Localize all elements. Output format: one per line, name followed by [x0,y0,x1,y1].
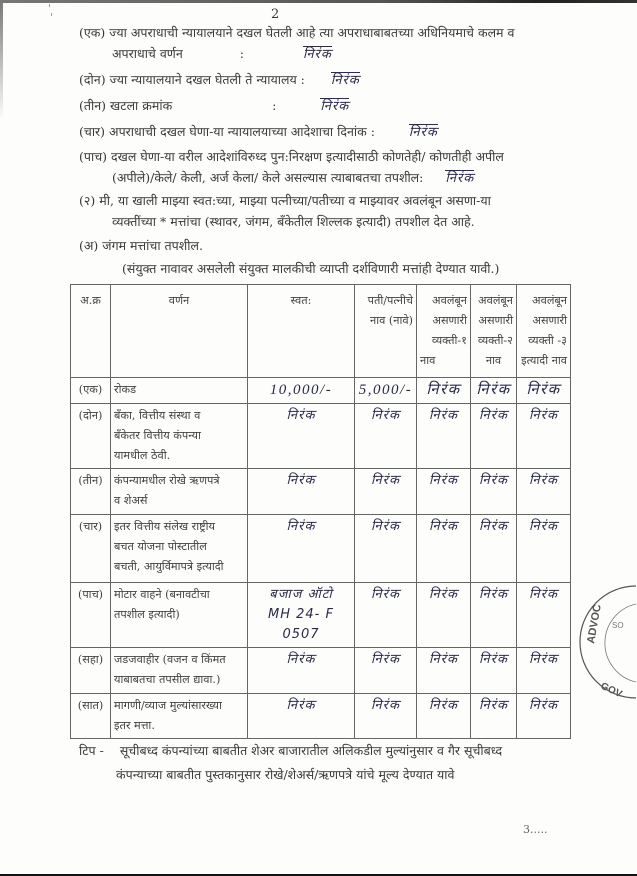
handwritten-value: निरंक [529,473,558,488]
spouse-value [355,694,417,739]
handwritten-value: निरंक [320,99,350,114]
description-line: इतर वित्तीय संलेख राष्ट्रीय [114,520,216,533]
spouse-value [355,469,417,515]
row-number [71,694,111,739]
description-line: बचती, आयुर्विमापत्रे इत्यादी [114,560,224,573]
description-line: बचत योजना पोस्टातील [114,540,207,553]
table-row [71,404,571,469]
table-row [71,469,571,515]
row-description [111,694,248,739]
handwritten-value: निरंक [479,587,508,602]
handwritten-value: निरंक [529,408,558,423]
footnote-line1 [79,743,502,759]
item-text: अपराधाची दखल घेणा-या न्यायालयाच्या आदेशाचा दिनांक : [109,124,375,139]
cell-text: (पाच) [77,588,104,601]
stamp-inner-ring [605,604,636,682]
stamp-text-mid: SO [612,621,624,630]
handwritten-value: निरंक [529,519,558,534]
handwritten-value: निरंक [429,473,458,488]
header-line: नाव [420,354,436,367]
item-1-line1 [79,25,514,41]
stamp-text-top: ADVOC [585,603,604,645]
cell-text: (एक) [78,383,103,396]
handwritten-value: निरंक [408,125,438,140]
item-label: (दोन) [79,72,106,87]
row-number [71,469,111,515]
header-line: नाव (नावे) [370,314,413,327]
footnote-text: सूचीबध्द कंपन्यांच्या बाबतीत शेअर बाजारातील अलिकडील मुल्यांनुसार व गैर सूचीबध्द [119,743,503,758]
description-line: कंपन्यामधील रोखे ऋणपत्रे [114,474,220,487]
header-self: स्वत: [248,285,355,378]
dependent-2-value [471,694,517,739]
row-number [71,583,111,648]
subsection-a-title [79,238,203,254]
handwritten-value: निरंक [529,698,558,713]
row-number [71,404,111,469]
handwritten-value: निरंक [429,652,458,667]
handwritten-value: निरंक [302,47,332,62]
header-description: वर्णन [111,285,248,378]
handwritten-value: निरंक [529,652,558,667]
cell-text: (दोन) [78,409,103,422]
dependent-2-value [471,583,517,648]
spouse-value [355,583,417,648]
dependent-3-value [517,648,571,694]
item-sep: : [272,98,277,113]
subsection-label: (अ) [79,238,99,253]
handwritten-value: बजाज ऑटो [269,587,333,602]
self-value [248,469,355,515]
handwritten-value: निरंक [371,473,400,488]
description-line: इतर मत्ता. [114,719,155,732]
handwritten-value: निरंक [371,408,400,423]
self-value [248,378,355,404]
scan-left-edge [0,0,3,120]
description-line: बँकेतर वित्तीय कंपन्या [114,429,201,442]
table-header-row [71,285,571,378]
cell-text: (चार) [78,520,103,533]
handwritten-value: निरंक [429,587,458,602]
item-text: खटला क्रमांक [110,98,173,113]
handwritten-value: निरंक [371,652,400,667]
handwritten-value: निरंक [286,519,316,534]
self-value [248,515,355,583]
handwritten-value: निरंक [429,698,458,713]
dependent-3-value [517,515,571,583]
header-spouse [355,285,417,378]
scan-top-edge [0,0,637,3]
header-line: असणारी [532,314,567,327]
header-line: अवलंबून [432,294,467,307]
item-label: (तीन) [79,98,107,113]
header-dependent-1 [417,285,471,378]
handwritten-value: निरंक [286,652,316,667]
item-sep: : [239,46,244,61]
dependent-1-value [417,648,471,694]
dependent-1-value [417,694,471,739]
self-value [248,694,355,739]
continued-marker: 3..... [523,823,548,836]
footnote-label: टिप - [79,743,104,758]
handwritten-value: निरंक [479,473,508,488]
dependent-1-value [417,515,471,583]
spouse-value [355,515,417,583]
advocate-stamp [578,582,637,702]
table-row [71,583,571,648]
dependent-1-value [417,404,471,469]
item-2 [79,72,360,89]
row-description [111,378,248,404]
section-2-line2: व्यक्तींच्या * मत्तांचा (स्थावर, जंगम, बँकेतील शिल्लक इत्यादी) तपशील देत आहे. [112,214,475,229]
table-row [71,694,571,739]
page-number: 2 [271,7,280,22]
table-row [71,648,571,694]
scan-specks [48,4,54,20]
spouse-value [355,648,417,694]
dependent-2-value [471,378,517,404]
item-text: दखल घेणा-या वरील आदेशांविरुध्द पुन:निरक्षण इत्यादीसाठी कोणतेही/ कोणतीही अपील [111,149,504,164]
item-label: (चार) [79,124,106,139]
self-value [248,404,355,469]
description-line: मोटार वाहने (बनावटीचा [114,588,210,601]
row-description [111,583,248,648]
handwritten-value: निरंक [426,382,461,398]
row-description [111,515,248,583]
header-line: व्यक्ती-१ [431,334,467,347]
description-line: तपशील इत्यादी) [114,608,180,621]
item-4 [79,124,438,141]
header-line: इत्यादी नाव [521,354,567,367]
item-5-line1 [79,149,504,165]
header-line: अवलंबून [532,294,567,307]
handwritten-value: MH 24- F 0507 [268,607,334,642]
row-number [71,648,111,694]
dependent-1-value [417,583,471,648]
handwritten-value: निरंक [479,698,508,713]
row-number [71,515,111,583]
header-line: असणारी [432,314,467,327]
header-line: अवलंबून [478,294,513,307]
header-dependent-3 [517,285,571,378]
dependent-2-value [471,404,517,469]
spouse-value [355,404,417,469]
item-5-line2 [112,170,474,187]
item-label: (एक) [79,25,106,40]
handwritten-value: निरंक [479,408,508,423]
handwritten-value: निरंक [526,382,561,398]
subsection-a-note: (संयुक्त नावावर असलेली संयुक्त मालकीची व्याप्ती दर्शविणारी मत्तांही देण्यात यावी.) [122,261,500,276]
self-value [248,583,355,648]
handwritten-value: निरंक [286,698,316,713]
dependent-1-value [417,378,471,404]
dependent-3-value [517,583,571,648]
item-text: ज्या न्यायालयाने दखल घेतली ते न्यायालय : [109,72,305,87]
item-text: ज्या अपराधाची न्यायालयाने दखल घेतली आहे त्या अपराधाबाबतच्या अधिनियमाचे कलम व [109,25,515,40]
row-description [111,648,248,694]
table-row [71,515,571,583]
cell-text: (तीन) [78,474,103,487]
cell-text: (सात) [77,699,104,712]
row-number [71,378,111,404]
cell-text: (सहा) [77,653,104,666]
header-line: असणारी [478,314,513,327]
dependent-2-value [471,515,517,583]
dependent-3-value [517,694,571,739]
description-line: याबाबतचा तपसील द्यावा.) [114,673,221,686]
handwritten-value: 10,000/- [269,382,333,398]
description-line: रोकड [114,383,137,396]
stamp-text-bottom: GOV [598,680,624,701]
handwritten-value: निरंक [445,171,475,186]
handwritten-value: निरंक [479,652,508,667]
handwritten-value: निरंक [371,698,400,713]
handwritten-value: निरंक [529,587,558,602]
handwritten-value: निरंक [476,382,511,398]
header-line: व्यक्ती -३ [528,334,567,347]
handwritten-value: निरंक [371,587,400,602]
handwritten-value: निरंक [429,408,458,423]
description-line: मागणी/व्याज मुल्यांसारख्या [114,699,222,712]
handwritten-value: निरंक [286,473,316,488]
dependent-3-value [517,378,571,404]
dependent-3-value [517,469,571,515]
item-cont: अपराधाचे वर्णन [112,46,183,61]
item-1-line2 [112,46,332,63]
table-row [71,378,571,404]
section-label: (२) [79,193,96,208]
item-label: (पाच) [79,149,108,164]
handwritten-value: निरंक [429,519,458,534]
handwritten-value: निरंक [371,519,400,534]
dependent-2-value [471,648,517,694]
item-cont: (अपीले)/केले/ केली, अर्ज केला/ केले असल्यास त्याबाबतचा तपशील: [112,170,424,185]
description-line: यामधील ठेवी. [114,449,171,462]
handwritten-value: 5,000/- [358,382,413,398]
description-line: जडजवाहीर (वजन व किंमत [114,653,226,666]
dependent-2-value [471,469,517,515]
dependent-3-value [517,404,571,469]
movable-assets-table [70,284,571,739]
handwritten-value: निरंक [479,519,508,534]
header-line: नाव [485,354,502,367]
footnote-line2: कंपन्याच्या बाबतीत पुस्तकानुसार रोखे/शेअर्स/ऋणपत्रे यांचे मूल्य देण्यात यावे [116,767,455,782]
header-line: पती/पत्नीचे [367,294,413,307]
item-3 [79,98,349,115]
header-dependent-2 [471,285,517,378]
handwritten-value: निरंक [330,73,360,88]
spouse-value [355,378,417,404]
handwritten-value: निरंक [286,408,316,423]
header-sr: अ.क्र [71,285,111,378]
header-line: व्यक्ती-२ [477,334,513,347]
section-text: मी, या खाली माझ्या स्वत:च्या, माझ्या पत्नीच्या/पतीच्या व माझ्यावर अवलंबून असणा-या [99,193,491,208]
row-description [111,469,248,515]
row-description [111,404,248,469]
dependent-1-value [417,469,471,515]
self-value [248,648,355,694]
description-line: व शेअर्स [114,494,148,507]
subsection-title: जंगम मत्तांचा तपशील. [102,238,203,253]
section-2-line1 [79,193,491,209]
description-line: बँका, वित्तीय संस्था व [114,409,201,422]
